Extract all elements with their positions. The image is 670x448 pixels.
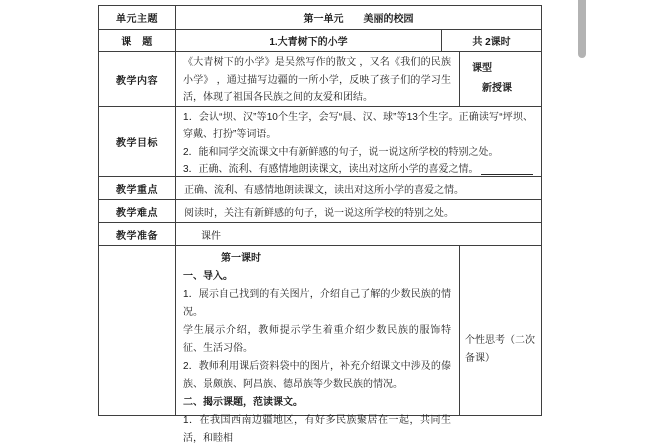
lesson-paragraph-1: 1．展示自己找到的有关图片，介绍自己了解的少数民族的情况。 (183, 289, 451, 318)
lesson-title-value: 1.大青树下的小学 (269, 37, 348, 48)
lesson-title-label: 课 题 (99, 30, 176, 51)
section-1-heading: 一、导入。 (183, 271, 233, 282)
row-teaching-content (99, 51, 541, 106)
lesson-paragraph-4: 1．在我国西南边疆地区，有好多民族聚居在一起，共同生活，和睦相 (183, 415, 451, 444)
difficulties-label: 教学难点 (99, 200, 176, 222)
section-2-heading: 二、揭示课题，范读课文。 (183, 397, 303, 408)
objective-item-1: 1．会认“坝、汉”等10个生字，会写“晨、汉、球”等13个生字。正确读写“坪坝、穿戴、打扮”等词语。 (183, 112, 533, 141)
lesson-periods: 共 2课时 (441, 30, 541, 51)
difficulties-value: 阅读时，关注有新鲜感的句子，说一说这所学校的特别之处。 (184, 207, 454, 219)
lesson-paragraph-2: 学生展示介绍，教师提示学生着重介绍少数民族的服饰特征、生活习俗。 (183, 325, 451, 354)
objective-item-2: 2．能和同学交流课文中有新鲜感的句子，说一说这所学校的特别之处。 (183, 146, 499, 158)
teaching-objectives-label: 教学目标 (99, 107, 176, 176)
row-unit-theme (99, 6, 541, 29)
lesson-plan-table (98, 5, 542, 444)
unit-theme-value: 第一单元 美丽的校园 (303, 14, 414, 25)
row-difficulties (99, 199, 541, 222)
row-teaching-objectives (99, 106, 541, 176)
key-points-label: 教学重点 (99, 177, 176, 199)
teaching-content-label: 教学内容 (99, 52, 176, 106)
preparation-label: 教学准备 (99, 223, 176, 245)
objective-item-3 (183, 161, 533, 178)
lesson-plan-body (176, 246, 459, 444)
course-type-label: 课型 (472, 63, 492, 74)
row-preparation (99, 222, 541, 245)
key-points-value: 正确、流利、有感情地朗读课文，读出对这所小学的喜爱之情。 (184, 184, 464, 196)
blank-underline (481, 161, 533, 175)
session-title: 第一课时 (221, 253, 261, 264)
course-type-cell (459, 52, 541, 106)
row-lesson-plan (99, 245, 541, 444)
preparation-value: 课件 (201, 230, 221, 242)
course-type-value: 新授课 (482, 83, 512, 94)
lesson-plan-empty-label (99, 246, 176, 415)
lesson-paragraph-3: 2．教师利用课后资料袋中的图片，补充介绍课文中涉及的傣族、景颇族、阿昌族、德昂族等少数民族的情况。 (183, 361, 451, 390)
vertical-scrollbar-thumb[interactable] (578, 0, 586, 58)
objective-item-3-text: 3．正确、流利、有感情地朗读课文，读出对这所小学的喜爱之情。 (183, 163, 479, 175)
teaching-objectives-cell (176, 107, 541, 176)
teaching-content-value: 《大青树下的小学》是吴然写作的散文 ，又名《我们的民族小学》 ，通过描写边疆的一所小学，反映了孩子们的学习生活，体现了祖国各民族之间的友爱和团结。 (183, 57, 451, 103)
unit-theme-label: 单元主题 (99, 6, 176, 29)
row-key-points (99, 176, 541, 199)
personal-reflection-note: 个性思考（二次备课） (459, 246, 541, 415)
row-lesson-title (99, 29, 541, 51)
